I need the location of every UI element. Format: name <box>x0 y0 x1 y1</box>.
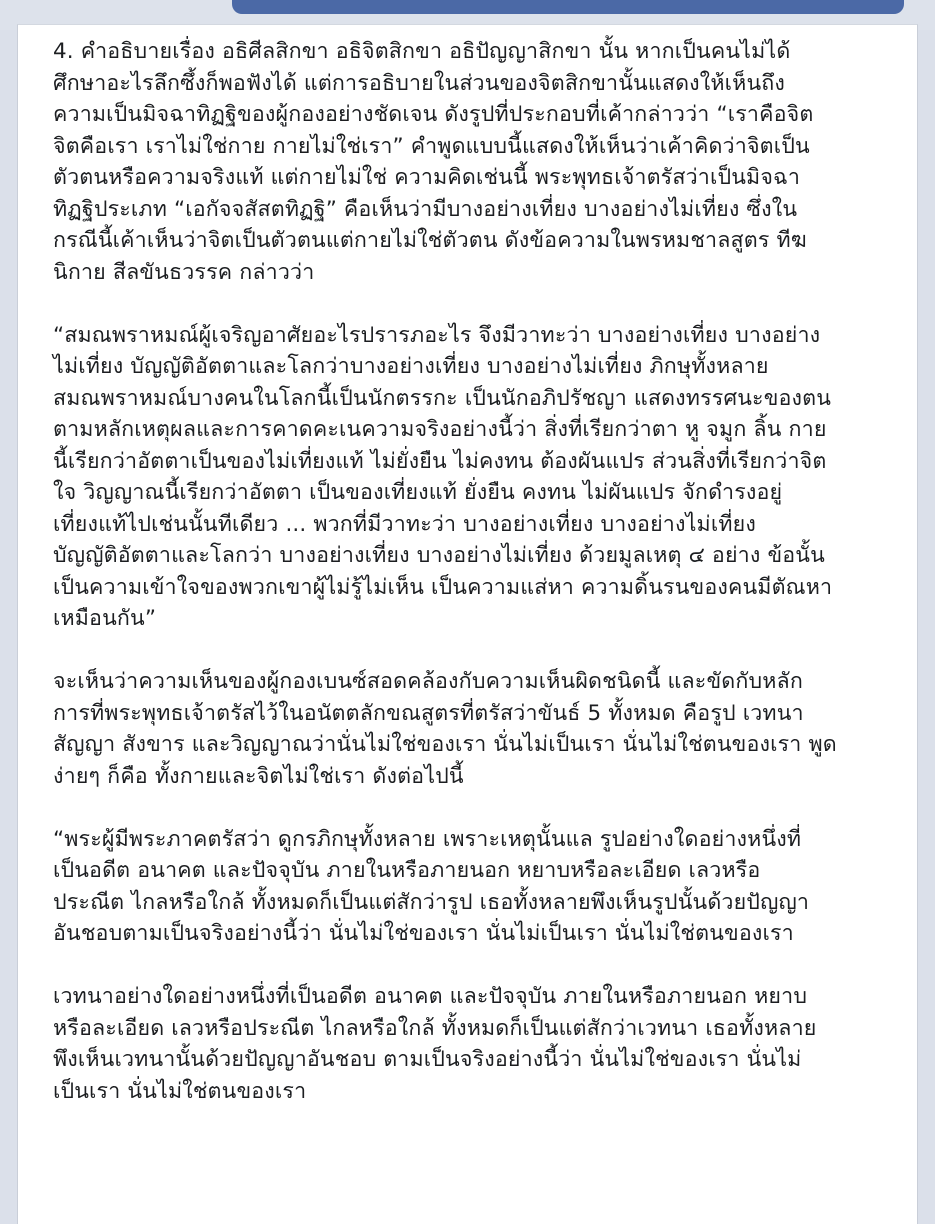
text-line: นี้เรียกว่าอัตตาเป็นของไม่เที่ยงแท้ ไม่ยั่งยืน ไม่คงทน ต้องผันแปร ส่วนสิ่งที่เรียกว่าจิต <box>53 448 827 474</box>
text-line: บัญญัติอัตตาและโลกว่า บางอย่างเที่ยง บางอย่างไม่เที่ยง ด้วยมูลเหตุ ๔ อย่าง ข้อนั้น <box>53 543 825 568</box>
text-line: เหมือนกัน” <box>53 606 157 631</box>
text-line: การที่พระพุทธเจ้าตรัสไว้ในอนัตตลักขณสูตรที่ตรัสว่าขันธ์ 5 ทั้งหมด คือรูป เวทนา <box>53 700 804 726</box>
paragraph-3 <box>53 666 913 792</box>
text-line: ไม่เที่ยง บัญญัติอัตตาและโลกว่าบางอย่างเที่ยง บางอย่างไม่เที่ยง ภิกษุทั้งหลาย <box>53 354 769 379</box>
header-bar <box>232 0 904 14</box>
text-line: จะเห็นว่าความเห็นของผู้กองเบนซ์สอดคล้องกับความเห็นผิดชนิดนี้ และขัดกับหลัก <box>53 669 803 694</box>
post-text <box>53 36 913 1139</box>
text-line: เป็นเรา นั่นไม่ใช่ตนของเรา <box>53 1078 307 1104</box>
text-line: เวทนาอย่างใดอย่างหนึ่งที่เป็นอดีต อนาคต และปัจจุบัน ภายในหรือภายนอก หยาบ <box>53 984 808 1009</box>
text-line: ประณีต ไกลหรือใกล้ ทั้งหมดก็เป็นแต่สักว่ารูป เธอทั้งหลายพึงเห็นรูปนั้นด้วยปัญญา <box>53 889 810 915</box>
text-line: เป็นอดีต อนาคต และปัจจุบัน ภายในหรือภายนอก หยาบหรือละเอียด เลวหรือ <box>53 858 761 883</box>
text-line: ศึกษาอะไรลึกซึ้งก็พอฟังได้ แต่การอธิบายในส่วนของจิตสิกขานั้นแสดงให้เห็นถึง <box>53 70 786 96</box>
text-line: เที่ยงแท้ไปเช่นนั้นทีเดียว ... พวกที่มีวาทะว่า บางอย่างเที่ยง บางอย่างไม่เที่ยง <box>53 511 756 537</box>
text-line: จิตคือเรา เราไม่ใช่กาย กายไม่ใช่เรา” คำพูดแบบนี้แสดงให้เห็นว่าเค้าคิดว่าจิตเป็น <box>53 133 810 159</box>
text-line: ทิฏฐิประเภท “เอกัจจสัสตทิฏฐิ” คือเห็นว่ามีบางอย่างเที่ยง บางอย่างไม่เที่ยง ซึ่งใน <box>53 196 798 222</box>
text-line: สัญญา สังขาร และวิญญาณว่านั่นไม่ใช่ของเรา นั่นไม่เป็นเรา นั่นไม่ใช่ตนของเรา พูด <box>53 732 837 757</box>
text-line: พึงเห็นเวทนานั้นด้วยปัญญาอันชอบ ตามเป็นจริงอย่างนี้ว่า นั่นไม่ใช่ของเรา นั่นไม่ <box>53 1047 802 1072</box>
text-line: “พระผู้มีพระภาคตรัสว่า ดูกรภิกษุทั้งหลาย เพราะเหตุนั้นแล รูปอย่างใดอย่างหนึ่งที่ <box>53 826 802 852</box>
text-line: ความเป็นมิจฉาทิฏฐิของผู้กองอย่างชัดเจน ดังรูปที่ประกอบที่เค้ากล่าวว่า “เราคือจิต <box>53 102 814 127</box>
text-line: ใจ วิญญาณนี้เรียกว่าอัตตา เป็นของเที่ยงแท้ ยั่งยืน คงทน ไม่ผันแปร จักดำรงอยู่ <box>53 480 783 505</box>
text-line: สมณพราหมณ์บางคนในโลกนี้เป็นนักตรรกะ เป็นนักอภิปรัชญา แสดงทรรศนะของตน <box>53 385 832 411</box>
text-line: อันชอบตามเป็นจริงอย่างนี้ว่า นั่นไม่ใช่ของเรา นั่นไม่เป็นเรา นั่นไม่ใช่ตนของเรา <box>53 921 794 946</box>
text-line: ตามหลักเหตุผลและการคาดคะเนความจริงอย่างนี้ว่า สิ่งที่เรียกว่าตา หู จมูก ลิ้น กาย <box>53 417 827 442</box>
text-line: “สมณพราหมณ์ผู้เจริญอาศัยอะไรปรารภอะไร จึงมีวาทะว่า บางอย่างเที่ยง บางอย่าง <box>53 322 821 348</box>
paragraph-1 <box>53 36 913 288</box>
text-line: กรณีนี้เค้าเห็นว่าจิตเป็นตัวตนแต่กายไม่ใช่ตัวตน ดังข้อความในพรหมชาลสูตร ทีฆ <box>53 228 807 253</box>
text-line: 4. คำอธิบายเรื่อง อธิศีลสิกขา อธิจิตสิกขา อธิปัญญาสิกขา นั้น หากเป็นคนไม่ได้ <box>53 39 791 64</box>
text-line: หรือละเอียด เลวหรือประณีต ไกลหรือใกล้ ทั้งหมดก็เป็นแต่สักว่าเวทนา เธอทั้งหลาย <box>53 1015 817 1041</box>
paragraph-2-quote <box>53 320 913 635</box>
text-line: นิกาย สีลขันธวรรค กล่าวว่า <box>53 259 315 285</box>
paragraph-5 <box>53 981 913 1107</box>
text-line: ง่ายๆ ก็คือ ทั้งกายและจิตไม่ใช่เรา ดังต่อไปนี้ <box>53 763 464 789</box>
text-line: ตัวตนหรือความจริงแท้ แต่กายไม่ใช่ ความคิดเช่นนี้ พระพุทธเจ้าตรัสว่าเป็นมิจฉา <box>53 165 801 190</box>
text-line: เป็นความเข้าใจของพวกเขาผู้ไม่รู้ไม่เห็น เป็นความแส่หา ความดิ้นรนของคนมีตัณหา <box>53 574 833 600</box>
paragraph-4-quote <box>53 824 913 950</box>
